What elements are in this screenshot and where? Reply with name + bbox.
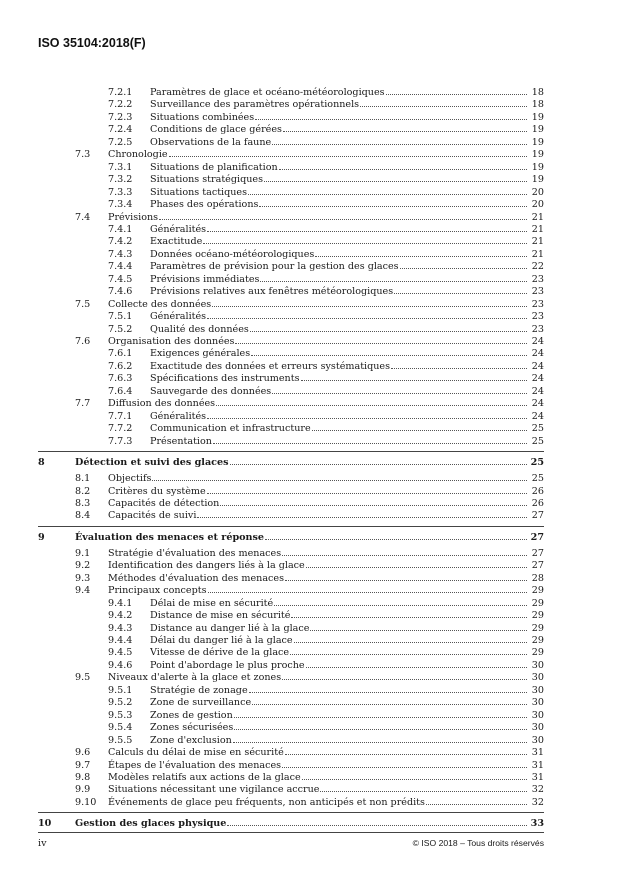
toc-entry-title: Chronologie (108, 149, 168, 161)
toc-entry-number: 7.7 (75, 398, 91, 410)
toc-entry[interactable] (0, 622, 620, 635)
toc-entry-page: 26 (531, 485, 544, 497)
dot-leader (152, 480, 527, 481)
dot-leader (400, 268, 527, 269)
toc-entry-number: 7.4.5 (108, 273, 133, 285)
toc-entry-page: 19 (531, 111, 544, 123)
dot-leader (386, 94, 527, 95)
toc-entry[interactable] (0, 323, 620, 336)
dot-leader (235, 343, 527, 344)
toc-entry-number: 7.4 (75, 211, 91, 223)
toc-entry-page: 31 (531, 759, 544, 771)
toc-entry-title: Généralités (150, 311, 207, 323)
toc-entry-page: 24 (531, 398, 544, 410)
toc-entry-title: Généralités (150, 223, 207, 235)
toc-entry-page: 23 (531, 323, 544, 335)
toc-entry-number: 9.2 (75, 560, 91, 572)
toc-entry-title: Communication et infrastructure (150, 423, 311, 435)
toc-entry[interactable] (0, 572, 620, 585)
toc-entry[interactable] (0, 709, 620, 722)
toc-entry-number: 7.7.3 (108, 435, 133, 447)
toc-entry-title: Données océano-météorologiques (150, 248, 315, 260)
toc-entry[interactable] (0, 509, 620, 522)
document-id: ISO 35104:2018(F) (38, 36, 146, 50)
toc-entry-title: Délai du danger lié à la glace (150, 635, 293, 646)
toc-entry-number: 9.5.3 (108, 709, 133, 721)
toc-entry[interactable] (0, 609, 620, 622)
toc-entry[interactable] (0, 86, 620, 99)
toc-entry-title: Sauvegarde des données (150, 385, 272, 397)
dot-leader (312, 430, 527, 431)
toc-entry[interactable] (0, 285, 620, 298)
dot-leader (274, 605, 527, 606)
dot-leader (259, 206, 527, 207)
toc-entry[interactable] (0, 211, 620, 224)
toc-entry-page: 29 (531, 597, 544, 609)
dot-leader (227, 825, 527, 826)
dot-leader (251, 355, 527, 356)
toc-entry-title: Spécifications des instruments (150, 373, 300, 385)
toc-entry-number: 9.4.1 (108, 597, 133, 609)
dot-leader (208, 592, 527, 593)
dot-leader (302, 779, 527, 780)
toc-entry-number: 7.4.1 (108, 223, 133, 235)
toc-entry[interactable] (0, 456, 620, 469)
dot-leader (301, 380, 528, 381)
toc-entry-page: 24 (531, 410, 544, 422)
toc-entry[interactable] (0, 584, 620, 597)
toc-entry-page: 25 (530, 457, 544, 469)
toc-entry-page: 31 (531, 747, 544, 759)
toc-entry-number: 8.4 (75, 510, 91, 522)
toc-entry-number: 10 (38, 818, 52, 830)
toc-entry-number: 9.4.6 (108, 659, 133, 671)
toc-entry[interactable] (0, 385, 620, 398)
dot-leader (234, 717, 527, 718)
toc-entry-page: 33 (530, 818, 544, 830)
toc-entry-page: 23 (531, 298, 544, 310)
dot-leader (279, 169, 527, 170)
toc-entry-number: 7.2.5 (108, 136, 133, 148)
toc-entry-title: Observations de la faune (150, 136, 272, 148)
toc-entry-number: 8 (38, 457, 45, 469)
toc-entry-page: 31 (531, 771, 544, 783)
toc-entry[interactable] (0, 397, 620, 410)
toc-entry-page: 21 (531, 248, 544, 260)
toc-entry-title: Calculs du délai de mise en sécurité (108, 747, 284, 759)
toc-entry[interactable] (0, 796, 620, 809)
toc-entry-title: Capacités de détection (108, 497, 220, 509)
dot-leader (249, 692, 527, 693)
toc-entry[interactable] (0, 111, 620, 124)
toc-entry[interactable] (0, 123, 620, 136)
toc-entry-title: Situations tactiques (150, 186, 248, 198)
section-divider (38, 451, 544, 452)
toc-entry[interactable] (0, 746, 620, 759)
toc-entry-number: 7.5 (75, 298, 91, 310)
toc-entry-page: 26 (531, 497, 544, 509)
dot-leader (282, 555, 527, 556)
toc-entry-title: Situations stratégiques (150, 174, 263, 186)
toc-entry[interactable] (0, 186, 620, 199)
toc-entry[interactable] (0, 759, 620, 772)
toc-entry[interactable] (0, 634, 620, 647)
dot-leader (250, 331, 527, 332)
toc-entry[interactable] (0, 684, 620, 697)
dot-leader (213, 443, 527, 444)
toc-entry-title: Zone de surveillance (150, 697, 252, 709)
toc-entry-number: 7.3.3 (108, 186, 133, 198)
toc-entry-number: 7.2.1 (108, 87, 133, 98)
dot-leader (207, 231, 527, 232)
toc-entry-number: 7.6.2 (108, 360, 133, 372)
toc-entry-page: 19 (531, 174, 544, 186)
toc-entry-number: 7.7.2 (108, 423, 133, 435)
toc-entry[interactable] (0, 696, 620, 709)
dot-leader (207, 493, 527, 494)
toc-entry-page: 27 (531, 510, 544, 522)
toc-entry-number: 7.3.2 (108, 174, 133, 186)
toc-entry[interactable] (0, 783, 620, 796)
toc-entry[interactable] (0, 771, 620, 784)
toc-entry-title: Zones sécurisées (150, 722, 234, 734)
toc-entry-page: 23 (531, 286, 544, 298)
dot-leader (233, 742, 527, 743)
toc-entry[interactable] (0, 372, 620, 385)
toc-entry[interactable] (0, 260, 620, 273)
toc-entry-page: 27 (531, 547, 544, 559)
toc-entry-title: Qualité des données (150, 323, 249, 335)
dot-leader (360, 106, 527, 107)
toc-entry-page: 21 (531, 236, 544, 248)
toc-entry-page: 30 (531, 672, 544, 684)
toc-entry[interactable] (0, 817, 620, 830)
toc-entry-number: 9.9 (75, 784, 91, 796)
toc-entry-title: Niveaux d'alerte à la glace et zones (108, 672, 282, 684)
dot-leader (290, 654, 527, 655)
dot-leader (212, 306, 527, 307)
toc-entry[interactable] (0, 485, 620, 498)
toc-entry[interactable] (0, 198, 620, 211)
toc-entry-title: Point d'abordage le plus proche (150, 659, 305, 671)
toc-entry-number: 7.5.1 (108, 311, 133, 323)
toc-entry-number: 9.5.1 (108, 684, 133, 696)
toc-entry-page: 32 (531, 784, 544, 796)
toc-entry-title: Distance au danger lié à la glace (150, 622, 310, 634)
toc-entry-number: 9.5.4 (108, 722, 133, 734)
toc-entry-title: Prévisions (108, 211, 159, 223)
dot-leader (230, 464, 527, 465)
toc-entry[interactable] (0, 659, 620, 672)
toc-entry[interactable] (0, 671, 620, 684)
toc-entry[interactable] (0, 435, 620, 448)
toc-entry-number: 9.5 (75, 672, 91, 684)
dot-leader (391, 368, 527, 369)
dot-leader (197, 517, 527, 518)
toc-entry-title: Diffusion des données (108, 398, 216, 410)
toc-entry-number: 7.6.1 (108, 348, 133, 360)
toc-entry-title: Présentation (150, 435, 212, 447)
toc-entry-title: Principaux concepts (108, 585, 207, 597)
toc-entry-page: 27 (530, 531, 544, 543)
dot-leader (207, 418, 527, 419)
toc-entry-page: 24 (531, 385, 544, 397)
toc-entry-number: 7.2.4 (108, 124, 133, 136)
toc-entry-title: Identification des dangers liés à la glace (108, 560, 305, 572)
toc-entry-page: 30 (531, 697, 544, 709)
dot-leader (320, 791, 527, 792)
toc-entry-page: 30 (531, 659, 544, 671)
toc-entry-number: 9.4.4 (108, 635, 133, 646)
toc-entry[interactable] (0, 472, 620, 485)
toc-entry-page: 18 (531, 99, 544, 111)
toc-entry-page: 23 (531, 273, 544, 285)
toc-entry-number: 9 (38, 531, 45, 543)
toc-entry-title: Zone d'exclusion (150, 734, 232, 746)
dot-leader (291, 617, 527, 618)
dot-leader (283, 131, 527, 132)
toc-entry-page: 24 (531, 348, 544, 360)
toc-entry-page: 24 (531, 360, 544, 372)
toc-entry-number: 9.3 (75, 572, 91, 584)
toc-entry-number: 9.6 (75, 747, 91, 759)
dot-leader (207, 318, 527, 319)
toc-entry-title: Collecte des données (108, 298, 212, 310)
toc-entry-number: 9.8 (75, 771, 91, 783)
dot-leader (265, 539, 527, 540)
toc-entry-page: 24 (531, 336, 544, 347)
toc-entry[interactable] (0, 547, 620, 560)
copyright-notice: © ISO 2018 – Tous droits réservés (412, 838, 544, 848)
toc-entry[interactable] (0, 597, 620, 610)
toc-entry-number: 9.1 (75, 547, 91, 559)
toc-entry[interactable] (0, 223, 620, 236)
toc-entry-title: Conditions de glace gérées (150, 124, 282, 136)
toc-entry[interactable] (0, 248, 620, 261)
toc-entry-title: Distance de mise en sécurité (150, 610, 291, 622)
toc-entry-title: Surveillance des paramètres opérationnels (150, 99, 360, 111)
toc-entry[interactable] (0, 559, 620, 572)
toc-entry-title: Étapes de l'évaluation des menaces (108, 759, 282, 771)
toc-entry-number: 7.4.2 (108, 236, 133, 248)
dot-leader (220, 505, 527, 506)
toc-entry-number: 7.3.1 (108, 161, 133, 173)
toc-entry-page: 21 (531, 211, 544, 223)
toc-entry-page: 30 (531, 709, 544, 721)
toc-entry-title: Gestion des glaces physique (75, 818, 227, 830)
dot-leader (248, 194, 527, 195)
dot-leader (272, 144, 527, 145)
toc-entry-title: Prévisions relatives aux fenêtres météorologiques (150, 286, 394, 298)
page-number: iv (38, 838, 47, 849)
toc-entry-page: 19 (531, 161, 544, 173)
toc-entry-number: 7.5.2 (108, 323, 133, 335)
toc-entry-title: Situations de planification (150, 161, 278, 173)
dot-leader (315, 256, 527, 257)
toc-entry-number: 7.6.4 (108, 385, 133, 397)
toc-entry-number: 7.2.2 (108, 99, 133, 111)
toc-entry[interactable] (0, 646, 620, 659)
toc-entry[interactable] (0, 497, 620, 510)
toc-entry[interactable] (0, 235, 620, 248)
toc-entry-page: 29 (531, 610, 544, 622)
toc-entry-number: 7.2.3 (108, 111, 133, 123)
toc-entry-title: Situations nécessitant une vigilance accrue (108, 784, 320, 796)
toc-entry-title: Phases des opérations (150, 199, 259, 211)
toc-entry-page: 25 (531, 435, 544, 447)
toc-entry-title: Modèles relatifs aux actions de la glace (108, 771, 301, 783)
toc-entry[interactable] (0, 98, 620, 111)
toc-entry-page: 25 (531, 423, 544, 435)
toc-entry-page: 30 (531, 722, 544, 734)
toc-entry-title: Critères du système (108, 485, 206, 497)
toc-entry-title: Exactitude (150, 236, 203, 248)
toc-entry-number: 7.4.3 (108, 248, 133, 260)
toc-entry-title: Objectifs (108, 473, 152, 485)
toc-entry[interactable] (0, 347, 620, 360)
toc-entry[interactable] (0, 734, 620, 747)
toc-entry-number: 9.4.5 (108, 647, 133, 659)
section-divider (38, 832, 544, 833)
dot-leader (203, 243, 527, 244)
toc-entry-number: 7.3 (75, 149, 91, 161)
dot-leader (394, 293, 527, 294)
dot-leader (159, 219, 527, 220)
toc-entry-page: 27 (531, 560, 544, 572)
dot-leader (272, 393, 527, 394)
toc-entry-title: Stratégie de zonage (150, 684, 248, 696)
dot-leader (255, 119, 527, 120)
toc-entry-number: 7.6.3 (108, 373, 133, 385)
dot-leader (306, 667, 527, 668)
dot-leader (285, 580, 527, 581)
toc-entry[interactable] (0, 148, 620, 161)
toc-entry-title: Paramètres de prévision pour la gestion des glaces (150, 261, 399, 273)
toc-entry-title: Exactitude des données et erreurs systématiques (150, 360, 391, 372)
toc-entry-title: Évaluation des menaces et réponse (75, 531, 265, 543)
dot-leader (264, 181, 527, 182)
section-divider (38, 812, 544, 813)
toc-entry-number: 7.6 (75, 336, 91, 347)
toc-entry[interactable] (0, 173, 620, 186)
toc-entry-page: 32 (531, 796, 544, 808)
toc-entry-title: Capacités de suivi (108, 510, 197, 522)
toc-entry[interactable] (0, 273, 620, 286)
toc-entry[interactable] (0, 410, 620, 423)
toc-entry-page: 23 (531, 311, 544, 323)
toc-entry-number: 8.1 (75, 473, 91, 485)
dot-leader (294, 642, 527, 643)
dot-leader (282, 767, 527, 768)
toc-entry-number: 9.4.2 (108, 610, 133, 622)
toc-entry[interactable] (0, 161, 620, 174)
toc-entry-page: 29 (531, 622, 544, 634)
toc-entry-number: 7.4.4 (108, 261, 133, 273)
toc-entry-number: 9.10 (75, 796, 97, 808)
toc-entry-page: 20 (531, 199, 544, 211)
toc-entry-page: 19 (531, 136, 544, 148)
toc-entry[interactable] (0, 136, 620, 149)
toc-entry[interactable] (0, 422, 620, 435)
dot-leader (285, 754, 527, 755)
toc-entry[interactable] (0, 531, 620, 544)
toc-entry[interactable] (0, 298, 620, 311)
toc-entry-page: 19 (531, 149, 544, 161)
toc-entry-page: 28 (531, 572, 544, 584)
toc-entry-title: Exigences générales (150, 348, 251, 360)
toc-entry-title: Organisation des données (108, 336, 235, 347)
dot-leader (306, 567, 527, 568)
toc-entry[interactable] (0, 335, 620, 348)
toc-entry-title: Prévisions immédiates (150, 273, 260, 285)
toc-entry-page: 21 (531, 223, 544, 235)
toc-entry-page: 30 (531, 684, 544, 696)
toc-entry[interactable] (0, 310, 620, 323)
toc-entry-number: 9.4.3 (108, 622, 133, 634)
toc-entry[interactable] (0, 360, 620, 373)
dot-leader (282, 679, 527, 680)
toc-entry-number: 9.5.5 (108, 734, 133, 746)
toc-entry-page: 29 (531, 635, 544, 646)
toc-entry[interactable] (0, 721, 620, 734)
toc-entry-title: Généralités (150, 410, 207, 422)
toc-entry-title: Vitesse de dérive de la glace (150, 647, 290, 659)
toc-entry-page: 29 (531, 647, 544, 659)
toc-entry-number: 9.4 (75, 585, 91, 597)
toc-entry-page: 25 (531, 473, 544, 485)
toc-entry-number: 9.5.2 (108, 697, 133, 709)
toc-entry-page: 19 (531, 124, 544, 136)
dot-leader (234, 729, 527, 730)
dot-leader (169, 156, 527, 157)
toc-entry-title: Détection et suivi des glaces (75, 457, 229, 469)
toc-entry-page: 29 (531, 585, 544, 597)
dot-leader (216, 405, 527, 406)
toc-entry-page: 24 (531, 373, 544, 385)
toc-entry-page: 18 (531, 87, 544, 98)
toc-entry-title: Délai de mise en sécurité (150, 597, 274, 609)
toc-entry-title: Paramètres de glace et océano-météorologiques (150, 87, 385, 98)
toc-entry-number: 8.2 (75, 485, 91, 497)
dot-leader (310, 630, 527, 631)
dot-leader (252, 704, 527, 705)
toc-entry-number: 7.4.6 (108, 286, 133, 298)
toc-entry-page: 20 (531, 186, 544, 198)
section-divider (38, 526, 544, 527)
toc-entry-title: Zones de gestion (150, 709, 233, 721)
toc-entry-page: 30 (531, 734, 544, 746)
toc-entry-title: Méthodes d'évaluation des menaces (108, 572, 285, 584)
toc-entry-title: Situations combinées (150, 111, 255, 123)
toc-entry-title: Stratégie d'évaluation des menaces (108, 547, 282, 559)
dot-leader (426, 804, 527, 805)
toc-entry-number: 9.7 (75, 759, 91, 771)
toc-entry-number: 7.3.4 (108, 199, 133, 211)
toc-entry-number: 7.7.1 (108, 410, 133, 422)
toc-entry-page: 22 (531, 261, 544, 273)
toc-entry-number: 8.3 (75, 497, 91, 509)
dot-leader (260, 281, 527, 282)
toc-entry-title: Événements de glace peu fréquents, non anticipés et non prédits (108, 796, 425, 808)
